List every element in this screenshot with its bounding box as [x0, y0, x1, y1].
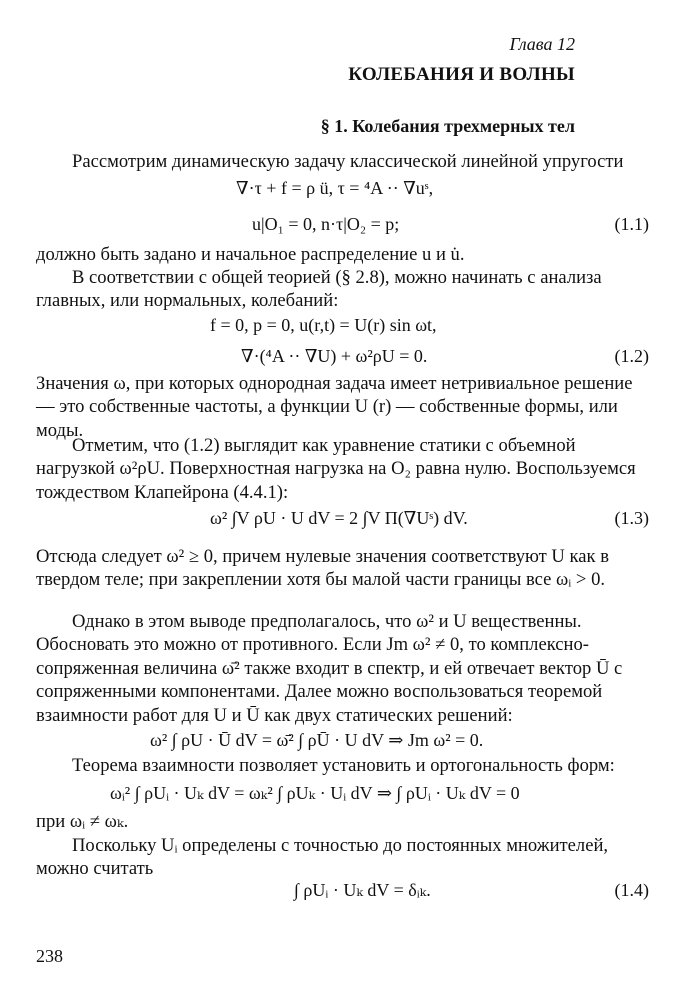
equation-1-4 — [36, 880, 649, 906]
equation-1-3-text: ω² ∫V ρU · U dV = 2 ∫V Π(∇Uˢ) dV. — [210, 508, 468, 528]
equation-1-4-text: ∫ ρUᵢ · Uₖ dV = δᵢₖ. — [294, 880, 431, 900]
paragraph-positive: Отсюда следует ω² ≥ 0, причем нулевые значения соответствуют U как в твердом теле; при закреплении хотя бы малой части границы все ωᵢ > 0. — [36, 546, 609, 591]
equation-reciprocity — [36, 730, 649, 756]
section-heading: § 1. Колебания трехмерных тел — [320, 116, 575, 136]
paragraph-condition: при ωᵢ ≠ ωₖ. — [36, 811, 129, 832]
paragraph-theory: В соответствии с общей теорией (§ 2.8), можно начинать с анализа главных, или нормальных, колебаний: — [36, 267, 602, 312]
equation-1-1-number: (1.1) — [614, 214, 649, 234]
equation-motion — [36, 178, 649, 202]
equation-1-1 — [36, 214, 649, 240]
paragraph-orthogonality: Теорема взаимности позволяет установить и ортогональность форм: — [72, 755, 615, 776]
equation-1-3-number: (1.3) — [614, 508, 649, 528]
equation-normal-modes — [36, 315, 649, 339]
paragraph-statics: Отметим, что (1.2) выглядит как уравнение статики с объемной нагрузкой ω²ρU. Поверхностная нагрузка на O₂ равна нулю. Воспользуемся тождеством Клапейрона (4.4.1): — [36, 435, 636, 503]
equation-1-4-number: (1.4) — [614, 880, 649, 900]
equation-1-2-text: ∇·(⁴A ·· ∇U) + ω²ρU = 0. — [241, 346, 428, 366]
equation-orthogonality-text: ωᵢ² ∫ ρUᵢ · Uₖ dV = ωₖ² ∫ ρUₖ · Uᵢ dV ⇒ ∫ ρUᵢ · Uₖ dV = 0 — [110, 783, 520, 803]
equation-orthogonality — [36, 783, 649, 809]
paragraph-intro: Рассмотрим динамическую задачу классической линейной упругости — [72, 151, 624, 172]
paragraph-eigenvalues: Значения ω, при которых однородная задача имеет нетривиальное решение — это собственные частоты, а функции U (r) — собственные формы, или моды. — [36, 373, 633, 441]
paragraph-real-proof: Однако в этом выводе предполагалось, что ω² и U вещественны. Обосновать это можно от противного. Если Jm ω² ≠ 0, то комплексно-сопряженная величина ω̄² также входит в спектр, и ей отвечает вектор Ū с сопряженными компонентами. Далее можно воспользоваться теоремой взаимности работ для U и Ū как двух статических решений: — [36, 611, 623, 726]
paragraph-normalization: Поскольку Uᵢ определены с точностью до постоянных множителей, можно считать — [36, 835, 609, 880]
equation-1-1-text: u|O₁ = 0, n·τ|O₂ = p; — [252, 214, 400, 234]
equation-1-2 — [36, 346, 649, 372]
equation-1-2-number: (1.2) — [614, 346, 649, 366]
chapter-label: Глава 12 — [509, 34, 575, 54]
paragraph-initial: должно быть задано и начальное распределение u и u̇. — [36, 244, 465, 265]
page-number: 238 — [36, 946, 63, 966]
equation-motion-text: ∇·τ + f = ρ ü, τ = ⁴A ·· ∇uˢ, — [236, 178, 434, 198]
equation-1-3 — [36, 508, 649, 538]
equation-reciprocity-text: ω² ∫ ρU · Ū dV = ω̄² ∫ ρŪ · U dV ⇒ Jm ω² = 0. — [150, 730, 484, 750]
chapter-title: КОЛЕБАНИЯ И ВОЛНЫ — [348, 64, 575, 85]
equation-normal-modes-text: f = 0, p = 0, u(r,t) = U(r) sin ωt, — [210, 315, 437, 335]
